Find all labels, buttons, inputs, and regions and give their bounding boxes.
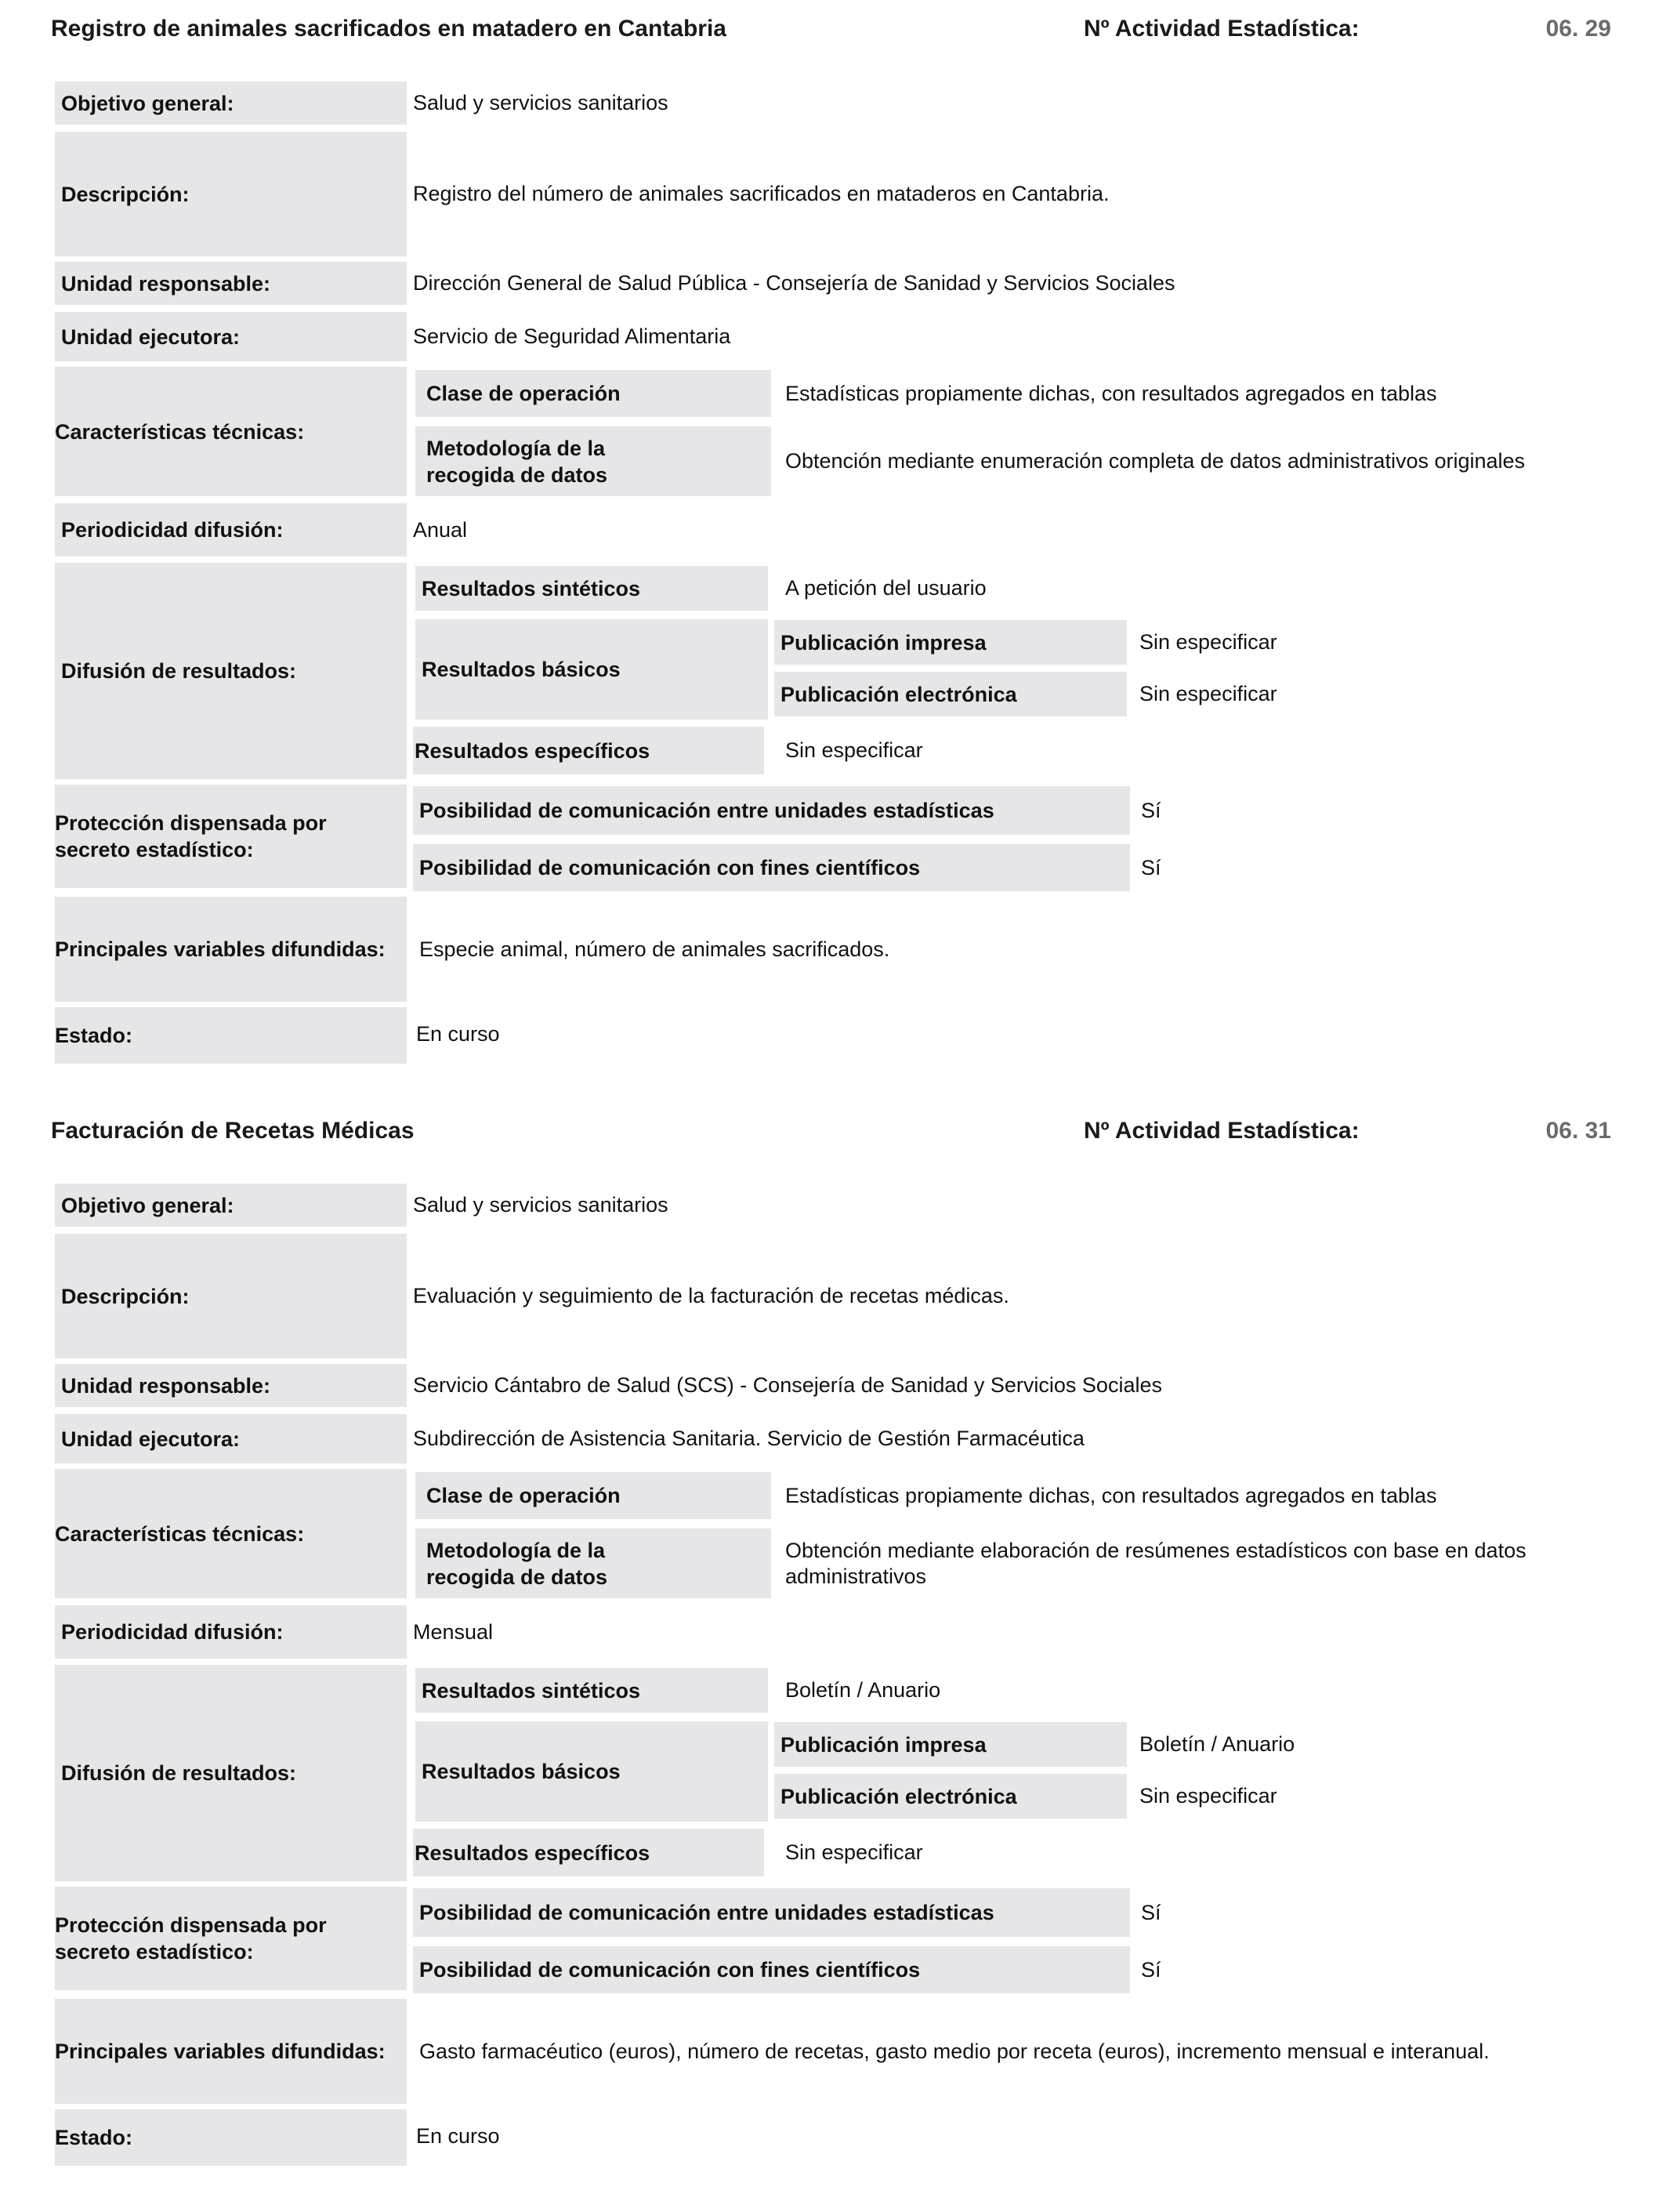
activity-number-value: 06. 31 [1545, 1118, 1611, 1144]
unidad-ejecutora-value: Servicio de Seguridad Alimentaria [413, 325, 731, 348]
publicacion-electronica-label: Publicación electrónica [774, 1774, 1127, 1819]
resultados-especificos-value: Sin especificar [785, 738, 923, 762]
unidad-ejecutora-label: Unidad ejecutora: [55, 1414, 407, 1463]
comunicacion-cientificos-label: Posibilidad de comunicación con fines científicos [413, 1946, 1130, 1993]
activity-number-label: Nº Actividad Estadística: [1084, 16, 1360, 42]
estado-label: Estado: [55, 1007, 407, 1064]
metodologia-label: Metodología de la recogida de datos [415, 426, 771, 496]
resultados-especificos-label: Resultados específicos [413, 1829, 764, 1877]
objetivo-label: Objetivo general: [55, 1184, 407, 1227]
comunicacion-unidades-label: Posibilidad de comunicación entre unidades estadísticas [413, 786, 1130, 835]
resultados-especificos-label: Resultados específicos [413, 727, 764, 774]
unidad-ejecutora-label: Unidad ejecutora: [55, 312, 407, 361]
difusion-label: Difusión de resultados: [55, 563, 407, 779]
comunicacion-unidades-label: Posibilidad de comunicación entre unidades estadísticas [413, 1888, 1130, 1937]
clase-operacion-value: Estadísticas propiamente dichas, con resultados agregados en tablas [785, 381, 1437, 405]
periodicidad-value: Anual [413, 517, 468, 542]
activity-number-value: 06. 29 [1545, 16, 1611, 42]
clase-operacion-value: Estadísticas propiamente dichas, con resultados agregados en tablas [785, 1483, 1437, 1507]
resultados-basicos-label: Resultados básicos [415, 619, 768, 720]
resultados-basicos-label: Resultados básicos [415, 1721, 768, 1822]
activity-number-label: Nº Actividad Estadística: [1084, 1118, 1360, 1144]
comunicacion-unidades-value: Sí [1141, 1900, 1161, 1924]
variables-value: Especie animal, número de animales sacrificados. [419, 937, 890, 961]
comunicacion-cientificos-value: Sí [1141, 855, 1161, 879]
unidad-responsable-value: Servicio Cántabro de Salud (SCS) - Consejería de Sanidad y Servicios Sociales [413, 1373, 1162, 1397]
unidad-responsable-label: Unidad responsable: [55, 262, 407, 305]
proteccion-label: Protección dispensada por secreto estadístico: [55, 1887, 407, 1990]
metodologia-value: Obtención mediante elaboración de resúmenes estadísticos con base en datos administrativos [785, 1538, 1527, 1588]
publicacion-electronica-value: Sin especificar [1139, 1784, 1277, 1808]
caracteristicas-label: Características técnicas: [55, 367, 407, 496]
metodologia-label: Metodología de la recogida de datos [415, 1528, 771, 1598]
clase-operacion-label: Clase de operación [415, 1472, 771, 1519]
objetivo-label: Objetivo general: [55, 82, 407, 125]
objetivo-value: Salud y servicios sanitarios [413, 1193, 668, 1217]
periodicidad-label: Periodicidad difusión: [55, 503, 407, 557]
resultados-sinteticos-label: Resultados sintéticos [415, 566, 768, 611]
publicacion-electronica-label: Publicación electrónica [774, 672, 1127, 716]
unidad-responsable-value: Dirección General de Salud Pública - Consejería de Sanidad y Servicios Sociales [413, 271, 1175, 295]
comunicacion-cientificos-value: Sí [1141, 1957, 1161, 1982]
objetivo-value: Salud y servicios sanitarios [413, 91, 668, 114]
comunicacion-unidades-value: Sí [1141, 798, 1161, 822]
clase-operacion-label: Clase de operación [415, 370, 771, 417]
unidad-responsable-label: Unidad responsable: [55, 1364, 407, 1407]
publicacion-impresa-value: Boletín / Anuario [1139, 1732, 1295, 1756]
comunicacion-cientificos-label: Posibilidad de comunicación con fines científicos [413, 844, 1130, 891]
variables-label: Principales variables difundidas: [55, 1999, 407, 2104]
descripcion-value: Registro del número de animales sacrificados en mataderos en Cantabria. [413, 182, 1110, 205]
estado-value: En curso [416, 1021, 500, 1046]
statistical-activity-sheet [0, 1102, 1666, 2212]
resultados-sinteticos-value: A petición del usuario [785, 576, 987, 600]
publicacion-impresa-value: Sin especificar [1139, 630, 1277, 654]
resultados-sinteticos-label: Resultados sintéticos [415, 1668, 768, 1713]
descripcion-value: Evaluación y seguimiento de la facturación de recetas médicas. [413, 1284, 1009, 1307]
estado-value: En curso [416, 2123, 500, 2148]
periodicidad-value: Mensual [413, 1619, 494, 1644]
publicacion-impresa-label: Publicación impresa [774, 620, 1127, 665]
estado-label: Estado: [55, 2109, 407, 2166]
publicacion-electronica-value: Sin especificar [1139, 682, 1277, 705]
descripcion-label: Descripción: [55, 1234, 407, 1358]
resultados-especificos-value: Sin especificar [785, 1840, 923, 1864]
periodicidad-label: Periodicidad difusión: [55, 1605, 407, 1659]
proteccion-label: Protección dispensada por secreto estadístico: [55, 785, 407, 888]
metodologia-value: Obtención mediante enumeración completa de datos administrativos originales [785, 449, 1526, 473]
descripcion-label: Descripción: [55, 132, 407, 256]
variables-label: Principales variables difundidas: [55, 897, 407, 1002]
caracteristicas-label: Características técnicas: [55, 1469, 407, 1598]
unidad-ejecutora-value: Subdirección de Asistencia Sanitaria. Servicio de Gestión Farmacéutica [413, 1427, 1085, 1450]
difusion-label: Difusión de resultados: [55, 1665, 407, 1881]
activity-title: Facturación de Recetas Médicas [51, 1118, 415, 1144]
activity-title: Registro de animales sacrificados en matadero en Cantabria [51, 16, 726, 42]
publicacion-impresa-label: Publicación impresa [774, 1722, 1127, 1767]
resultados-sinteticos-value: Boletín / Anuario [785, 1678, 941, 1702]
variables-value: Gasto farmacéutico (euros), número de recetas, gasto medio por receta (euros), incremento mensual e interanual. [419, 2039, 1490, 2063]
